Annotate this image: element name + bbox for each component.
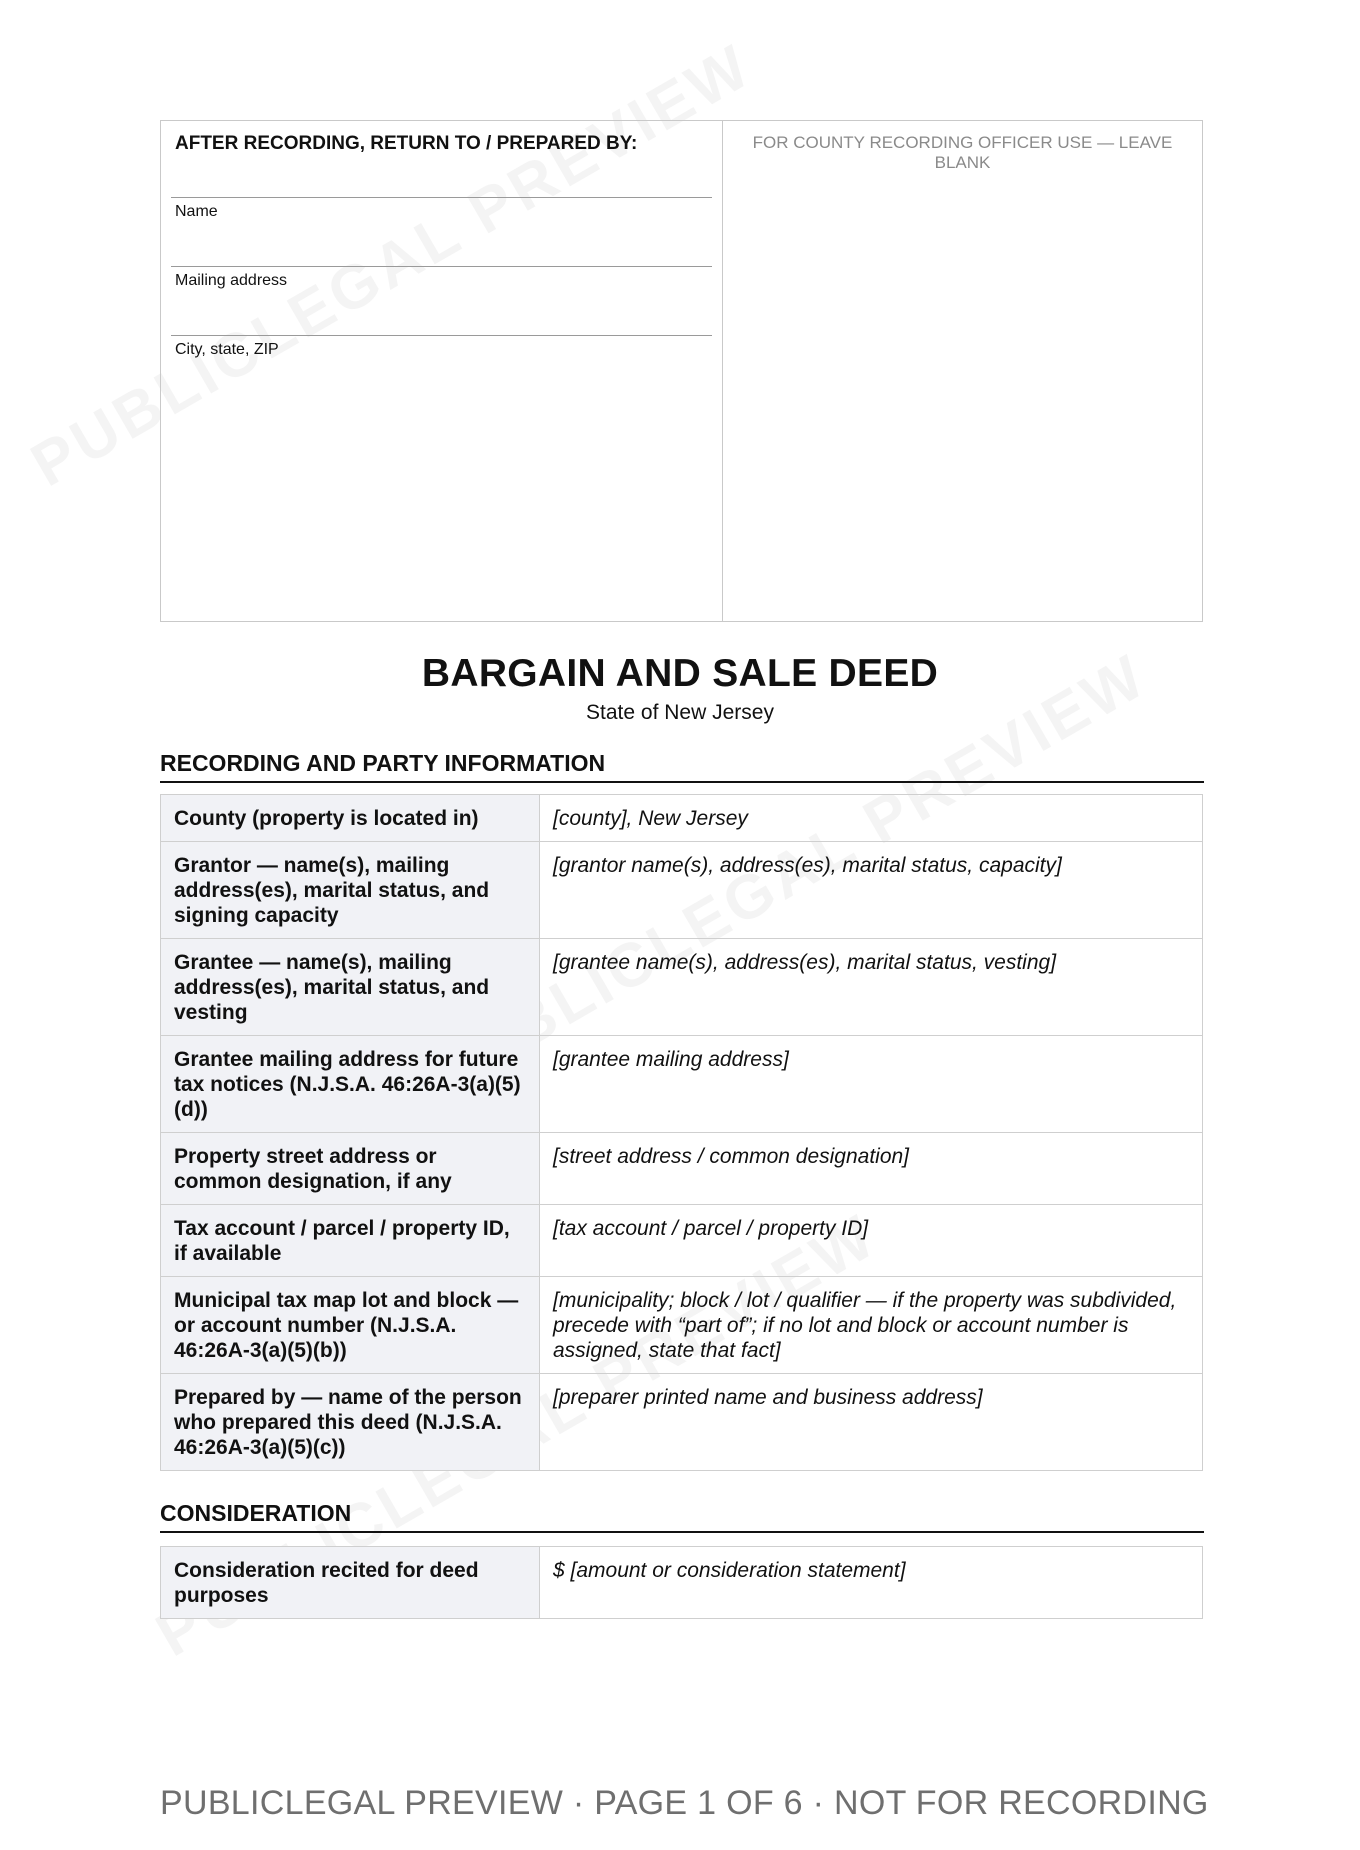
city-state-zip-label: City, state, ZIP	[175, 341, 279, 358]
recording-info-table	[160, 794, 1203, 1471]
row-label: Grantee mailing address for future tax notices (N.J.S.A. 46:26A-3(a)(5)(d))	[161, 1036, 540, 1133]
table-row	[161, 939, 1203, 1036]
page-footer: PUBLICLEGAL PREVIEW · PAGE 1 OF 6 · NOT FOR RECORDING	[160, 1784, 1209, 1822]
table-row	[161, 795, 1203, 842]
row-value: [grantee name(s), address(es), marital status, vesting]	[540, 939, 1203, 1036]
consideration-table	[160, 1546, 1203, 1619]
name-line[interactable]	[171, 155, 712, 198]
table-row	[161, 842, 1203, 939]
row-value: [street address / common designation]	[540, 1133, 1203, 1205]
section-heading-consideration: CONSIDERATION	[160, 1500, 1204, 1533]
table-row	[161, 1036, 1203, 1133]
section-heading-recording: RECORDING AND PARTY INFORMATION	[160, 750, 1204, 783]
document-title: BARGAIN AND SALE DEED	[421, 652, 939, 695]
return-to-panel	[161, 121, 723, 621]
table-row	[161, 1374, 1203, 1471]
name-label: Name	[175, 203, 218, 220]
table-row	[161, 1547, 1203, 1619]
mailing-address-label: Mailing address	[175, 272, 288, 289]
row-label: Grantee — name(s), mailing address(es), marital status, and vesting	[161, 939, 540, 1036]
row-value: [grantee mailing address]	[540, 1036, 1203, 1133]
row-value: $ [amount or consideration statement]	[540, 1547, 1203, 1619]
mailing-address-line[interactable]	[171, 222, 712, 267]
recorder-note: FOR COUNTY RECORDING OFFICER USE — LEAVE BLANK	[752, 133, 1173, 172]
table-row	[161, 1133, 1203, 1205]
return-to-heading: AFTER RECORDING, RETURN TO / PREPARED BY:	[175, 133, 638, 154]
row-label: Consideration recited for deed purposes	[161, 1547, 540, 1619]
recorder-use-panel	[723, 121, 1202, 621]
city-state-zip-line[interactable]	[171, 291, 712, 336]
row-value: [grantor name(s), address(es), marital status, capacity]	[540, 842, 1203, 939]
row-value: [municipality; block / lot / qualifier — if the property was subdivided, precede with “part of”; if no lot and block or account number is assigned, state that fact]	[540, 1277, 1203, 1374]
table-row	[161, 1205, 1203, 1277]
row-label: County (property is located in)	[161, 795, 540, 842]
row-label: Property street address or common designation, if any	[161, 1133, 540, 1205]
document-subtitle: State of New Jersey	[586, 701, 774, 724]
row-value: [preparer printed name and business address]	[540, 1374, 1203, 1471]
row-value: [county], New Jersey	[540, 795, 1203, 842]
table-row	[161, 1277, 1203, 1374]
return-to-box	[160, 120, 1203, 622]
row-label: Tax account / parcel / property ID, if available	[161, 1205, 540, 1277]
row-label: Grantor — name(s), mailing address(es), marital status, and signing capacity	[161, 842, 540, 939]
row-label: Prepared by — name of the person who prepared this deed (N.J.S.A. 46:26A-3(a)(5)(c))	[161, 1374, 540, 1471]
row-label: Municipal tax map lot and block — or account number (N.J.S.A. 46:26A-3(a)(5)(b))	[161, 1277, 540, 1374]
row-value: [tax account / parcel / property ID]	[540, 1205, 1203, 1277]
